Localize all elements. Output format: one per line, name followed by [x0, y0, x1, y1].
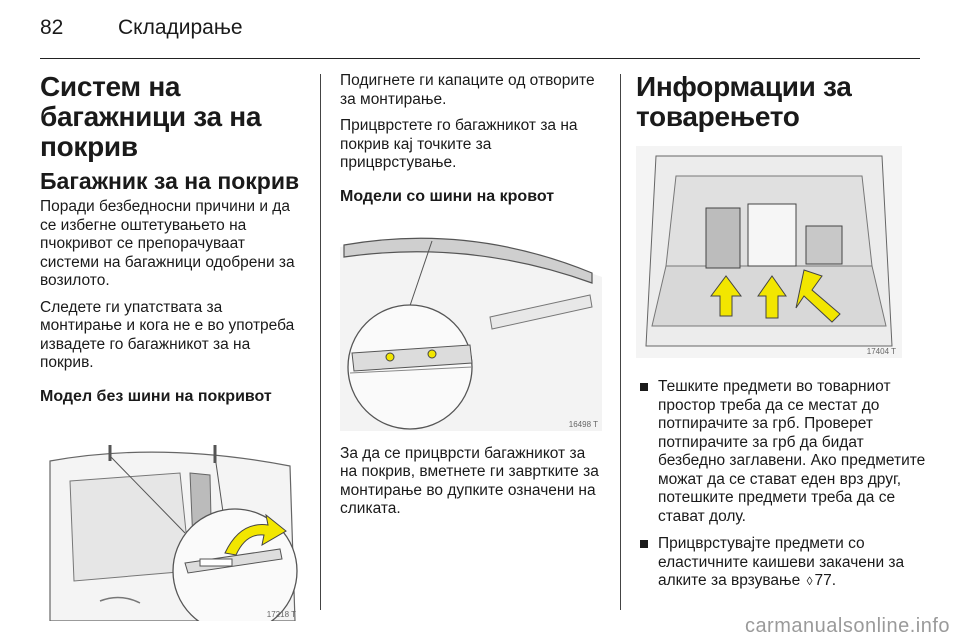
list-item — [636, 378, 926, 526]
list-item — [636, 535, 926, 591]
insert-bolts-paragraph: За да се прицврсти багажникот за на покрив, вметнете ги завртките за монтирање во дупките означени на сликата. — [340, 444, 599, 517]
bullet-text: Тешките предмети во товарниот простор треба да се местат до потпирачите за грб. Проверет потпирачите за грб да бидат безбедно заглавени. Ако предметите можат да се стават еден врз друг, потешките предмети треба да се стават долу. — [658, 378, 926, 525]
heading-model-without-rails: Модел без шини на покривот — [40, 387, 272, 405]
lift-covers-paragraph: Подигнете ги капаците од отворите за монтирање. — [340, 72, 595, 108]
page-reference-link[interactable]: 77. — [814, 572, 837, 589]
bullet-square-icon — [640, 540, 648, 548]
page-reference-icon: ◊ — [806, 574, 813, 588]
bullet-square-icon — [640, 383, 648, 391]
car-roof-illustration — [40, 421, 302, 621]
bullet-text: Прицврстувајте предмети со еластичните каишеви закачени за алките за врзување — [658, 535, 905, 589]
figure-car-no-rails — [40, 421, 302, 621]
figure-code: 16498 T — [568, 419, 598, 429]
loading-tips-list — [636, 378, 926, 591]
header-divider — [40, 58, 920, 59]
page-number: 82 — [40, 16, 64, 39]
middle-column — [340, 72, 604, 519]
instructions-paragraph: Следете ги упатствата за монтирање и кога не е во употреба извадете го багажникот за на покрив. — [40, 298, 295, 371]
heading-model-with-rails: Модели со шини на кровот — [340, 187, 555, 205]
column-divider-right — [620, 74, 621, 610]
column-divider-left — [320, 74, 321, 610]
attach-rack-paragraph: Прицврстете го багажникот за на покрив кај точките за прицврстување. — [340, 117, 578, 171]
figure-cargo-area — [636, 146, 902, 358]
subsection-title-roof-rack: Багажник за на покрив — [40, 168, 300, 194]
figure-code: 17218 T — [266, 609, 296, 619]
section-title-roof-rack-system: Систем на багажници за на покрив — [40, 71, 262, 162]
figure-roof-rails — [340, 217, 604, 431]
figure-code: 17404 T — [866, 347, 896, 356]
cargo-area-illustration — [636, 146, 902, 358]
section-title-loading-info: Информации за товарењето — [636, 71, 852, 132]
watermark: carmanualsonline.info — [744, 615, 950, 637]
left-column — [40, 72, 302, 621]
chapter-title: Складирање — [118, 16, 243, 39]
safety-paragraph: Поради безбедносни причини и да се избегне оштетувањето на пчокривот се препорачуваат системи на багажници одобрени за возилото. — [40, 198, 295, 289]
roof-rail-illustration — [340, 217, 604, 431]
right-column — [636, 72, 926, 591]
